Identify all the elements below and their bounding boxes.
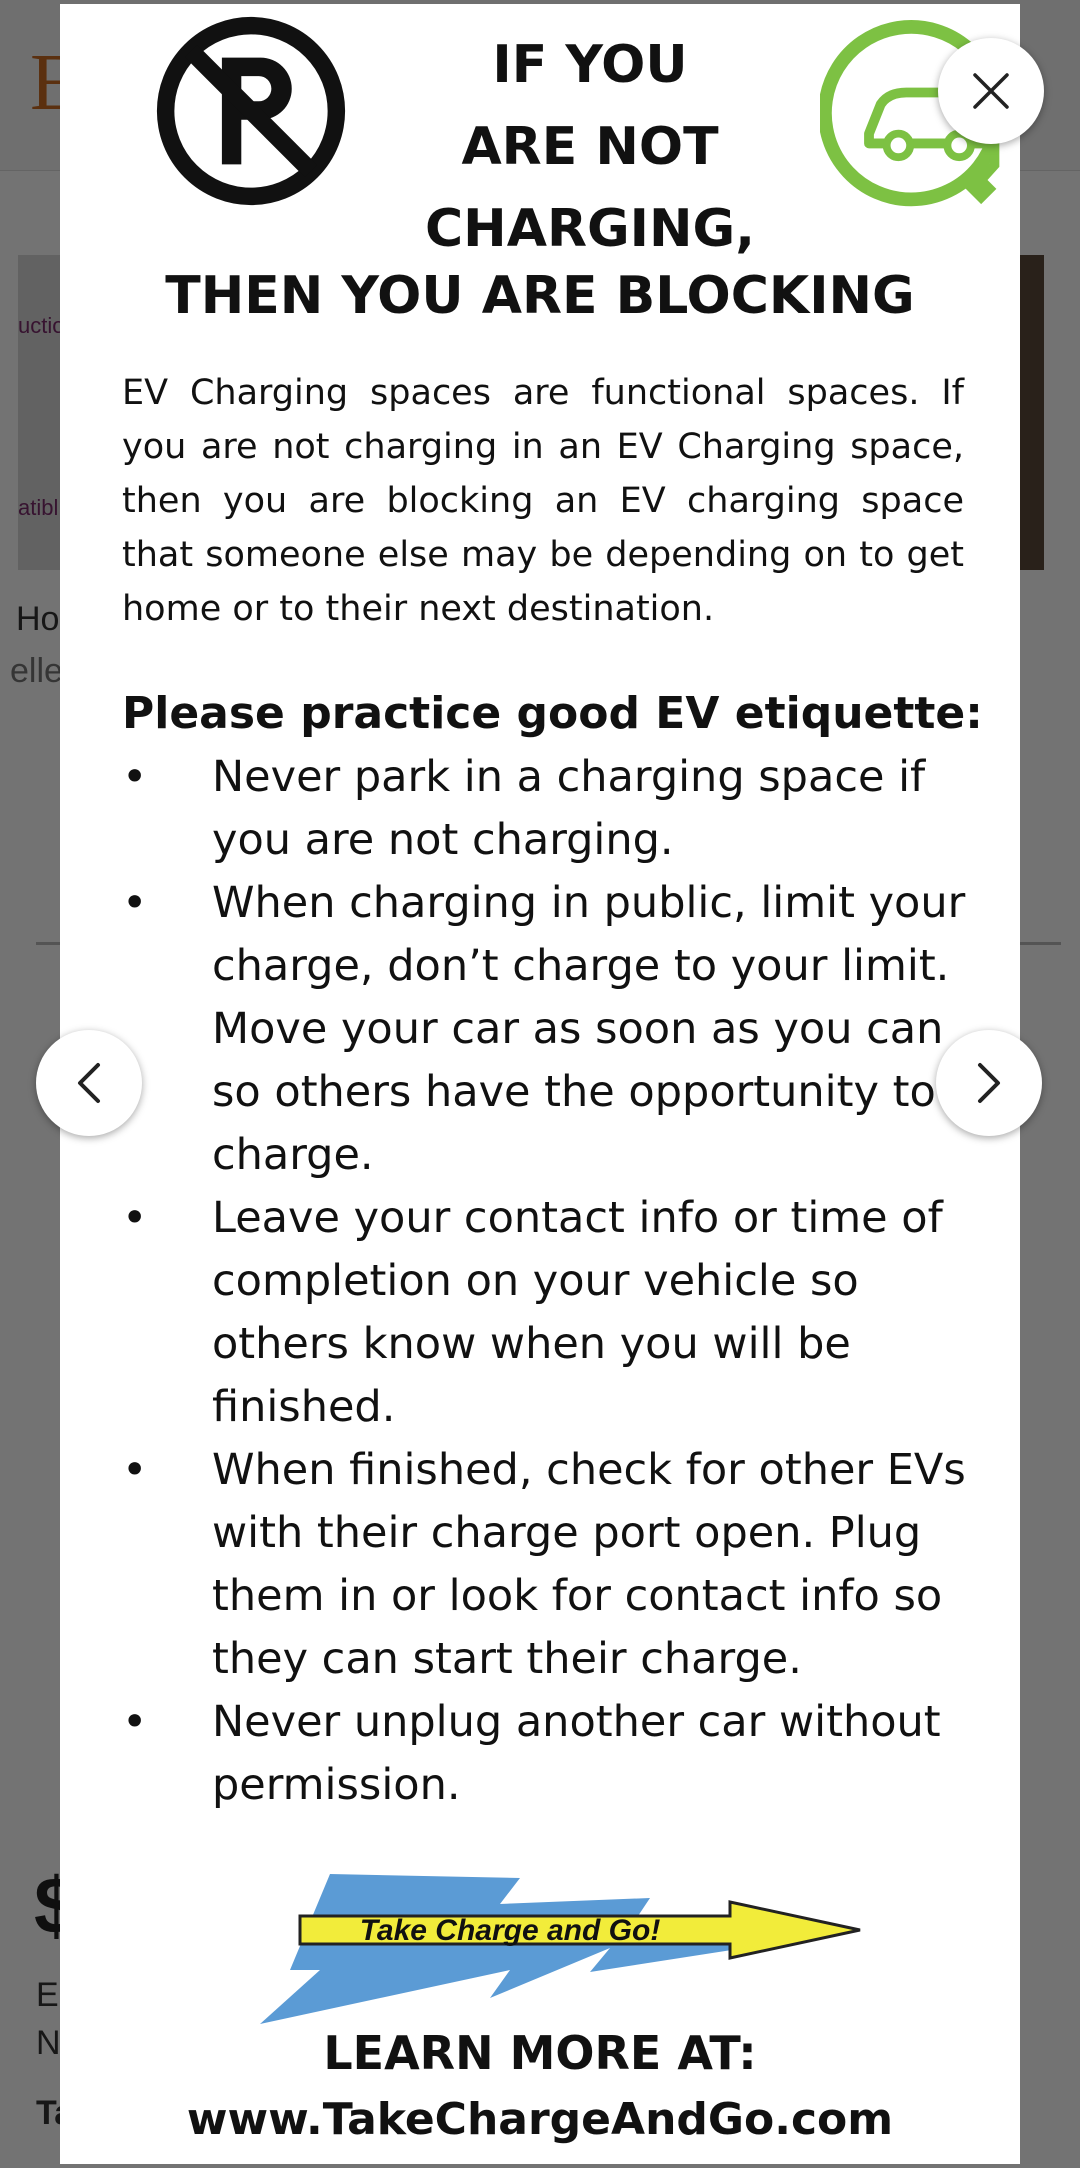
previous-image-button[interactable] [36, 1030, 142, 1136]
chevron-right-icon [972, 1061, 1006, 1105]
learn-more-label: LEARN MORE AT: [323, 2026, 757, 2080]
tcg-logo-text: Take Charge and Go! [359, 1914, 661, 1947]
sign-intro: EV Charging spaces are functional spaces. If you are not charging in an EV Charging space, then you are blocking an EV charging space that someone else may be depending on to get home or to their next destination. [122, 373, 964, 629]
website-url: www.TakeChargeAndGo.com [186, 2094, 894, 2145]
etiquette-list [122, 746, 982, 1817]
lightbox-image [60, 4, 1020, 2164]
chevron-left-icon [72, 1061, 106, 1105]
headline-line: ARE NOT [461, 117, 719, 177]
take-charge-and-go-logo [260, 1874, 880, 2024]
next-image-button[interactable] [936, 1030, 1042, 1136]
sign-headline [310, 24, 870, 270]
list-item: • Never park in a charging space if you are not charging. [122, 746, 982, 872]
headline-line: IF YOU [492, 35, 688, 95]
list-item: • Leave your contact info or time of completion on your vehicle so others know when you will be finished. [122, 1187, 982, 1439]
close-button[interactable] [938, 38, 1044, 144]
sign-headline-tail: THEN YOU ARE BLOCKING [165, 266, 915, 326]
list-item: • Never unplug another car without permission. [122, 1691, 982, 1817]
list-item: • When charging in public, limit your charge, don’t charge to your limit. Move your car as soon as you can so others have the opportunity to charge. [122, 872, 982, 1187]
etiquette-title: Please practice good EV etiquette: [122, 688, 983, 739]
list-item: • When finished, check for other EVs with their charge port open. Plug them in or look for contact info so they can start their charge. [122, 1439, 982, 1691]
headline-line: CHARGING, [425, 199, 755, 259]
close-icon [971, 71, 1011, 111]
